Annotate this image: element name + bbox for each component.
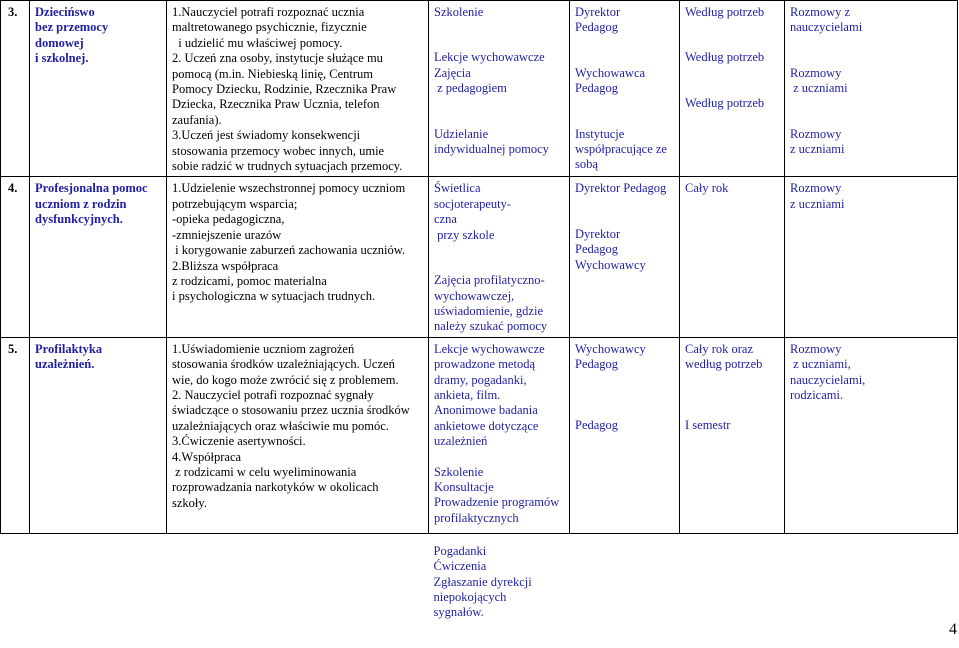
empty-cell bbox=[785, 533, 958, 623]
tasks-cell-line: 1.Nauczyciel potrafi rozpoznać ucznia bbox=[172, 5, 365, 19]
responsible-cell-line bbox=[575, 112, 674, 127]
responsible-cell-line: Wychowawca bbox=[575, 65, 646, 80]
timing-cell-line bbox=[685, 35, 779, 50]
evaluation-cell-line: rodzicami. bbox=[790, 387, 844, 402]
forms-cell-line bbox=[434, 97, 564, 112]
tasks-cell-line: 3.Ćwiczenie asertywności. bbox=[172, 434, 306, 449]
forms-cell-line: uzależnień bbox=[434, 434, 488, 449]
responsible-cell-line: Instytucje bbox=[575, 126, 625, 141]
forms-cell-line bbox=[434, 243, 564, 258]
tasks-cell-line: i udzielić mu właściwej pomocy. bbox=[172, 35, 343, 50]
topic-cell bbox=[30, 337, 167, 533]
timing-cell-line: Cały rok oraz bbox=[685, 341, 754, 356]
evaluation-cell-line bbox=[790, 36, 952, 51]
tasks-cell-line: uzależniających oraz właściwie mu pomóc. bbox=[172, 418, 389, 433]
evaluation-cell bbox=[785, 177, 958, 337]
evaluation-cell-line bbox=[790, 51, 952, 66]
table-row bbox=[1, 337, 958, 533]
evaluation-cell-line: nauczycielami, bbox=[790, 372, 866, 387]
responsible-cell-line bbox=[575, 212, 674, 227]
forms-cell-line: indywidualnej pomocy bbox=[434, 142, 549, 157]
forms-cell-line: Konsultacje bbox=[434, 479, 494, 494]
evaluation-cell bbox=[785, 1, 958, 177]
page-number: 4 bbox=[949, 621, 957, 638]
forms-cell bbox=[429, 1, 570, 177]
forms-cell-line: ankietowe dotyczące bbox=[434, 418, 539, 433]
forms-cell-line: dramy, pogadanki, bbox=[434, 372, 527, 387]
forms-cell-line: z pedagogiem bbox=[434, 81, 507, 96]
forms-cell-line bbox=[434, 35, 564, 50]
tasks-cell-line: -opieka pedagogiczna, bbox=[172, 212, 285, 227]
responsible-cell-line: Dyrektor bbox=[575, 226, 621, 241]
timing-cell bbox=[680, 337, 785, 533]
forms-cell-line: niepokojących bbox=[433, 589, 507, 604]
evaluation-cell-line: Rozmowy bbox=[790, 65, 842, 80]
timing-cell bbox=[680, 1, 785, 177]
timing-cell-line: Według potrzeb bbox=[685, 5, 765, 19]
table-row bbox=[1, 177, 958, 337]
forms-cell-line: Lekcje wychowawcze bbox=[434, 50, 545, 65]
empty-cell bbox=[570, 533, 680, 623]
timing-cell-line: I semestr bbox=[685, 417, 731, 432]
forms-cell-line: Prowadzenie programów bbox=[434, 495, 560, 510]
forms-cell-line: ankieta, film. bbox=[434, 387, 501, 402]
forms-cell-line bbox=[434, 20, 564, 35]
tasks-cell-line: wie, do kogo może zwrócić się z problemem. bbox=[172, 372, 399, 387]
forms-cell-line: Pogadanki bbox=[433, 543, 487, 558]
responsible-cell-line: Pedagog bbox=[575, 81, 619, 96]
tasks-cell-line: z rodzicami w celu wyeliminowania bbox=[172, 464, 357, 479]
forms-cell-line bbox=[434, 450, 564, 465]
responsible-cell-line: Pedagog bbox=[575, 20, 619, 35]
evaluation-cell-line bbox=[790, 97, 952, 112]
responsible-cell-line: współpracujące ze bbox=[575, 142, 667, 157]
tasks-cell-line: rozprowadzania narkotyków w okolicach bbox=[172, 480, 379, 495]
evaluation-cell-line: nauczycielami bbox=[790, 20, 863, 35]
timing-cell-line bbox=[685, 81, 779, 96]
row-number: 3. bbox=[1, 1, 30, 177]
responsible-cell bbox=[570, 337, 680, 533]
evaluation-cell-line: Rozmowy bbox=[790, 181, 842, 196]
timing-cell-line bbox=[685, 373, 779, 388]
evaluation-cell-line: Rozmowy bbox=[790, 341, 842, 356]
responsible-cell-line bbox=[575, 51, 674, 66]
forms-cell bbox=[429, 533, 570, 623]
tasks-cell bbox=[167, 1, 429, 177]
table-row bbox=[1, 533, 958, 623]
tasks-cell-line: z rodzicami, pomoc materialna bbox=[172, 273, 327, 288]
tasks-cell-line: 3.Uczeń jest świadomy konsekwencji bbox=[172, 128, 361, 143]
empty-cell bbox=[680, 533, 785, 623]
topic-cell-line: Dziecińswo bbox=[35, 5, 95, 19]
tasks-cell-line: 2.Bliższa współpraca bbox=[172, 258, 279, 273]
responsible-cell-line bbox=[575, 197, 674, 212]
forms-cell-line: Zajęcia bbox=[434, 65, 471, 80]
responsible-cell-line: Pedagog bbox=[575, 242, 619, 257]
evaluation-cell-line bbox=[790, 112, 952, 127]
responsible-cell-line bbox=[575, 97, 674, 112]
evaluation-cell-line: Rozmowy bbox=[790, 126, 842, 141]
forms-cell-line: sygnałów. bbox=[433, 605, 484, 620]
forms-cell-line: przy szkole bbox=[434, 227, 495, 242]
topic-cell-line: i szkolnej. bbox=[35, 51, 89, 66]
timing-cell-line bbox=[685, 388, 779, 403]
tasks-cell-line: pomocą (m.in. Niebieską linię, Centrum bbox=[172, 66, 373, 81]
responsible-cell-line bbox=[575, 388, 674, 403]
forms-cell-line: Lekcje wychowawcze bbox=[434, 341, 545, 356]
responsible-cell-line: Pedagog bbox=[575, 417, 619, 432]
tasks-cell-line: Dziecka, Rzecznika Praw Ucznia, telefon bbox=[172, 97, 380, 112]
forms-cell-line: wychowawczej, bbox=[434, 288, 515, 303]
tasks-cell-line: szkoły. bbox=[172, 495, 207, 510]
forms-cell-line: Ćwiczenia bbox=[433, 559, 487, 574]
tasks-cell-line: stosowania przemocy wobec innych, umie bbox=[172, 143, 385, 158]
responsible-cell-line: Pedagog bbox=[575, 357, 619, 372]
empty-cell bbox=[30, 533, 167, 623]
evaluation-cell-line: z uczniami, bbox=[790, 357, 851, 372]
forms-cell bbox=[429, 337, 570, 533]
responsible-cell bbox=[570, 177, 680, 337]
timing-cell bbox=[680, 177, 785, 337]
timing-cell-line: Według potrzeb bbox=[685, 50, 765, 65]
tasks-cell-line: i korygowanie zaburzeń zachowania uczniów. bbox=[172, 243, 406, 258]
empty-cell bbox=[167, 533, 429, 623]
evaluation-cell bbox=[785, 337, 958, 533]
tasks-cell bbox=[167, 337, 429, 533]
forms-cell-line: uświadomienie, gdzie bbox=[434, 303, 543, 318]
tasks-cell-line: potrzebującym wsparcia; bbox=[172, 196, 298, 211]
timing-cell-line: Według potrzeb bbox=[685, 95, 765, 110]
forms-cell-line: Udzielanie bbox=[434, 126, 489, 141]
topic-cell-line: Profilaktyka bbox=[35, 341, 103, 356]
forms-cell-line: Świetlica bbox=[434, 181, 481, 196]
forms-cell-line: Szkolenie bbox=[434, 5, 484, 19]
tasks-cell-line: -zmniejszenie urazów bbox=[172, 227, 282, 242]
topic-cell-line: uczniom z rodzin bbox=[35, 196, 127, 211]
evaluation-cell-line: z uczniami bbox=[790, 142, 845, 157]
tasks-cell-line: zaufania). bbox=[172, 112, 222, 127]
forms-cell-line: Szkolenie bbox=[434, 464, 484, 479]
topic-cell-line: dysfunkcyjnych. bbox=[35, 212, 123, 227]
topic-cell-line: bez przemocy bbox=[35, 20, 109, 35]
forms-cell-line bbox=[434, 258, 564, 273]
forms-cell-line bbox=[434, 112, 564, 127]
timing-cell-line bbox=[685, 20, 779, 35]
tasks-cell-line: 2. Uczeń zna osoby, instytucje służące mu bbox=[172, 51, 383, 66]
row-number: 5. bbox=[1, 337, 30, 533]
topic-cell-line: Profesjonalna pomoc bbox=[35, 181, 148, 196]
topic-cell bbox=[30, 177, 167, 337]
forms-cell-line: czna bbox=[434, 212, 457, 227]
forms-cell-line: Zgłaszanie dyrekcji bbox=[433, 574, 532, 589]
tasks-cell-line: 1.Udzielenie wszechstronnej pomocy uczniom bbox=[172, 181, 406, 196]
tasks-cell-line: świadczące o stosowaniu przez ucznia środków bbox=[172, 403, 410, 418]
forms-cell bbox=[429, 177, 570, 337]
topic-cell-line: uzależnień. bbox=[35, 357, 95, 372]
timing-cell-line: Cały rok bbox=[685, 181, 729, 196]
forms-cell-line: Zajęcia profilatyczno- bbox=[434, 273, 545, 288]
tasks-cell-line: Pomocy Dziecku, Rodzinie, Rzecznika Praw bbox=[172, 82, 397, 97]
tasks-cell-line: 1.Uświadomienie uczniom zagrożeń bbox=[172, 341, 355, 356]
timing-cell-line bbox=[685, 66, 779, 81]
responsible-cell-line bbox=[575, 373, 674, 388]
forms-cell-line: Anonimowe badania bbox=[434, 403, 538, 418]
forms-cell-line: socjoterapeuty- bbox=[434, 196, 512, 211]
tasks-cell-line: stosowania środków uzależniających. Uczeń bbox=[172, 357, 395, 372]
tasks-cell bbox=[167, 177, 429, 337]
responsible-cell-line: Dyrektor Pedagog bbox=[575, 181, 667, 196]
tasks-cell-line: 4.Współpraca bbox=[172, 449, 242, 464]
timing-cell-line bbox=[685, 403, 779, 418]
row-number: 4. bbox=[1, 177, 30, 337]
responsible-cell-line: sobą bbox=[575, 157, 598, 172]
timing-cell-line: według potrzeb bbox=[685, 357, 763, 372]
forms-cell-line: prowadzone metodą bbox=[434, 357, 536, 372]
tasks-cell-line: 2. Nauczyciel potrafi rozpoznać sygnały bbox=[172, 387, 374, 402]
tasks-cell-line: maltretowanego psychicznie, fizycznie bbox=[172, 20, 367, 35]
tasks-cell-line: sobie radzić w trudnych sytuacjach przemocy. bbox=[172, 159, 403, 174]
topic-cell-line: domowej bbox=[35, 35, 84, 50]
forms-cell-line: profilaktycznych bbox=[434, 510, 519, 525]
responsible-cell-line: Dyrektor bbox=[575, 5, 621, 19]
forms-cell-line: należy szukać pomocy bbox=[434, 319, 548, 334]
evaluation-cell-line: Rozmowy z bbox=[790, 5, 851, 19]
responsible-cell-line bbox=[575, 403, 674, 418]
evaluation-cell-line: z uczniami bbox=[790, 81, 848, 96]
tasks-cell-line: i psychologiczna w sytuacjach trudnych. bbox=[172, 289, 376, 304]
empty-cell bbox=[1, 533, 30, 623]
topic-cell bbox=[30, 1, 167, 177]
responsible-cell bbox=[570, 1, 680, 177]
responsible-cell-line: Wychowawcy bbox=[575, 341, 646, 356]
responsible-cell-line: Wychowawcy bbox=[575, 257, 646, 272]
table-row bbox=[1, 1, 958, 177]
evaluation-cell-line: z uczniami bbox=[790, 196, 845, 211]
responsible-cell-line bbox=[575, 36, 674, 51]
